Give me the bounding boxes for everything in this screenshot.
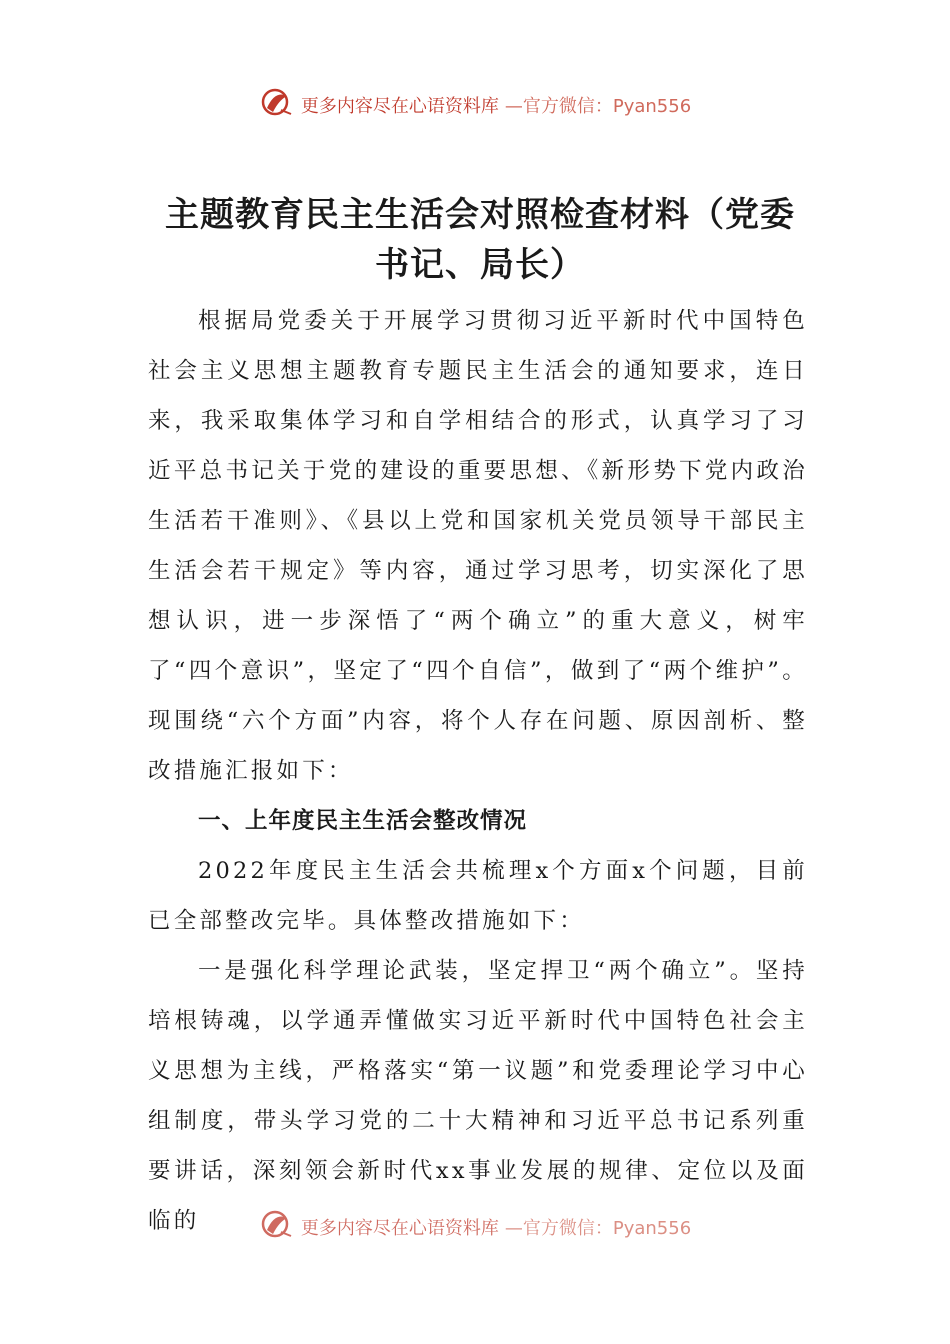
footer-watermark xyxy=(0,1208,950,1245)
section-paragraph: 2022年度民主生活会共梳理x个方面x个问题，目前已全部整改完毕。具体整改措施如下： xyxy=(148,858,808,934)
watermark-text: 更多内容尽在心语资料库 xyxy=(300,95,499,117)
header-watermark xyxy=(0,86,950,123)
document-title: 主题教育民主生活会对照检查材料（党委书记、局长） xyxy=(165,195,795,285)
intro-paragraph: 根据局党委关于开展学习贯彻习近平新时代中国特色社会主义思想主题教育专题民主生活会的通知要求，连日来，我采取集体学习和自学相结合的形式，认真学习了习近平总书记关于党的建设的重要思想、《新形势下党内政治生活若干准则》、《县以上党和国家机关党员领导干部民主生活会若干规定》等内容，通过学习思考，切实深化了思想认识，进一步深悟了“两个确立”的重大意义，树牢了“四个意识”，坚定了“四个自信”，做到了“两个维护”。现围绕“六个方面”内容，将个人存在问题、原因剖析、整改措施汇报如下： xyxy=(148,308,808,784)
watermark-sub: —官方微信：Pyan556 xyxy=(504,95,692,117)
logo-icon xyxy=(259,1208,295,1245)
section-paragraph: 一是强化科学理论武装，坚定捍卫“两个确立”。坚持培根铸魂，以学通弄懂做实习近平新时代中国特色社会主义思想为主线，严格落实“第一议题”和党委理论学习中心组制度，带头学习党的二十大精神和习近平总书记系列重要讲话，深刻领会新时代xx事业发展的规律、定位以及面临的 xyxy=(148,958,808,1234)
section-heading: 一、上年度民主生活会整改情况 xyxy=(198,808,528,834)
watermark-sub: —官方微信：Pyan556 xyxy=(504,1217,692,1239)
document-body xyxy=(148,296,808,1246)
logo-icon xyxy=(259,86,295,123)
watermark-text: 更多内容尽在心语资料库 xyxy=(300,1217,499,1239)
